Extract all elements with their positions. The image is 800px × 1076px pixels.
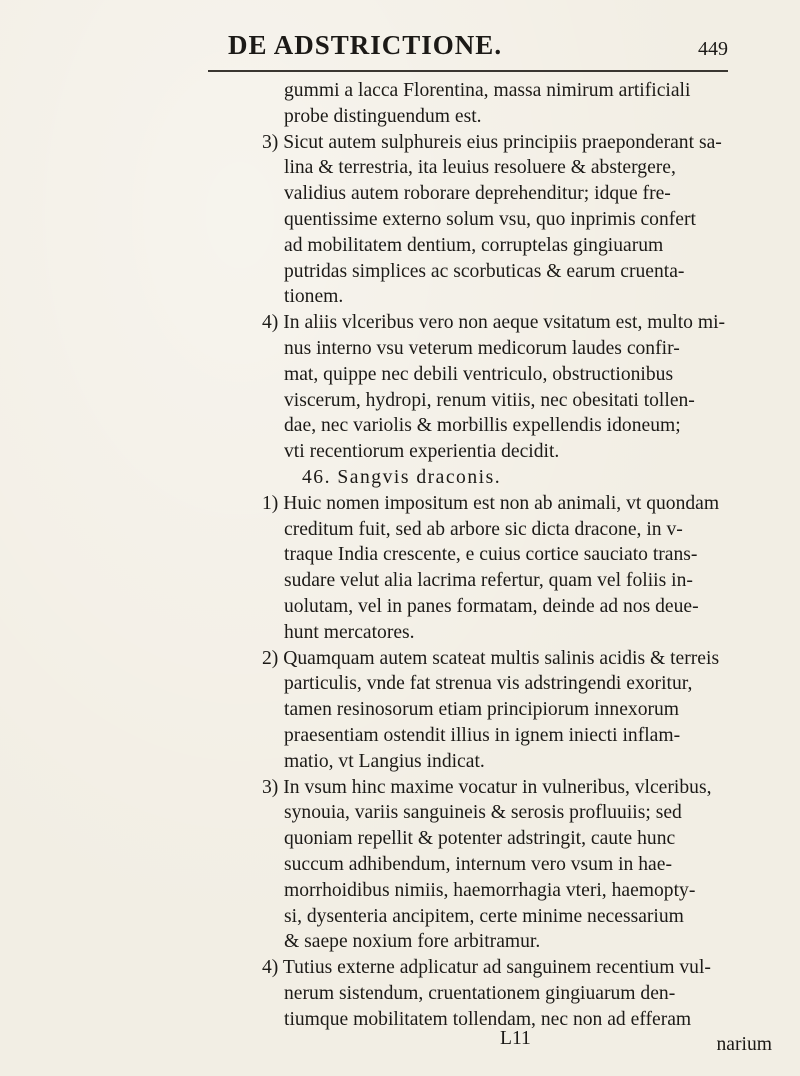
header-rule xyxy=(208,70,728,72)
text-line: viscerum, hydropi, renum vitiis, nec obesitati tollen- xyxy=(284,389,695,411)
text-line: 1) Huic nomen impositum est non ab animali, vt quondam xyxy=(262,492,720,514)
text-line: tamen resinosorum etiam principiorum innexorum xyxy=(284,699,680,721)
text-line: dae, nec variolis & morbillis expellendis idoneum; xyxy=(284,415,681,437)
text-line: 3) In vsum hinc maxime vocatur in vulneribus, vlceribus, xyxy=(262,776,712,798)
text-line: morrhoidibus nimiis, haemorrhagia vteri, haemopty- xyxy=(284,879,696,901)
text-line: creditum fuit, sed ab arbore sic dicta dracone, in v- xyxy=(284,518,683,540)
text-line: tionem. xyxy=(284,286,344,308)
text-line: uolutam, vel in panes formatam, deinde ad nos deue- xyxy=(284,595,699,617)
text-line: gummi a lacca Florentina, massa nimirum artificiali xyxy=(284,80,691,101)
text-line: ad mobilitatem dentium, corruptelas gingiuarum xyxy=(284,234,664,256)
section-heading: 46. Sangvis draconis. xyxy=(302,466,502,488)
text-line: traque India crescente, e cuius cortice sauciato trans- xyxy=(284,544,698,566)
signature-mark: L11 xyxy=(500,1028,531,1049)
text-line: sudare velut alia lacrima refertur, quam vel foliis in- xyxy=(284,570,693,592)
text-line: si, dysenteria ancipitem, certe minime necessarium xyxy=(284,905,684,927)
text-line: 4) In aliis vlceribus vero non aeque vsitatum est, multo mi- xyxy=(262,312,726,334)
running-header xyxy=(228,30,728,66)
text-line: nus interno vsu veterum medicorum laudes confir- xyxy=(284,337,680,359)
text-line: 3) Sicut autem sulphureis eius principiis praeponderant sa- xyxy=(262,131,722,153)
text-line: mat, quippe nec debili ventriculo, obstructionibus xyxy=(284,363,674,385)
page-number: 449 xyxy=(698,38,728,60)
text-line: nerum sistendum, cruentationem gingiuarum den- xyxy=(284,982,676,1004)
text-line: hunt mercatores. xyxy=(284,621,415,643)
text-line: succum adhibendum, internum vero vsum in hae- xyxy=(284,853,672,875)
running-title: DE ADSTRICTIONE. xyxy=(228,30,503,60)
text-line: particulis, vnde fat strenua vis adstringendi exoritur, xyxy=(284,673,693,695)
text-line: putridas simplices ac scorbuticas & earum cruenta- xyxy=(284,260,685,282)
text-line: quentissime externo solum vsu, quo inprimis confert xyxy=(284,208,696,230)
text-line: probe distinguendum est. xyxy=(284,105,482,127)
text-line: & saepe noxium fore arbitramur. xyxy=(284,931,541,953)
text-line: praesentiam ostendit illius in ignem iniecti inflam- xyxy=(284,724,681,746)
text-line: 2) Quamquam autem scateat multis salinis acidis & terreis xyxy=(262,647,720,669)
text-line: matio, vt Langius indicat. xyxy=(284,750,485,772)
text-line: synouia, variis sanguineis & serosis profluuiis; sed xyxy=(284,802,682,824)
text-line: tiumque mobilitatem tollendam, nec non ad efferam xyxy=(284,1008,692,1030)
text-body xyxy=(262,78,772,1032)
text-line: 4) Tutius externe adplicatur ad sanguinem recentium vul- xyxy=(262,957,711,979)
text-line: vti recentiorum experientia decidit. xyxy=(284,441,560,463)
text-line: lina & terrestria, ita leuius resoluere & abstergere, xyxy=(284,157,676,179)
catchword: narium xyxy=(716,1034,772,1055)
text-line: validius autem roborare deprehenditur; idque fre- xyxy=(284,183,671,205)
text-line: quoniam repellit & potenter adstringit, caute hunc xyxy=(284,828,676,850)
